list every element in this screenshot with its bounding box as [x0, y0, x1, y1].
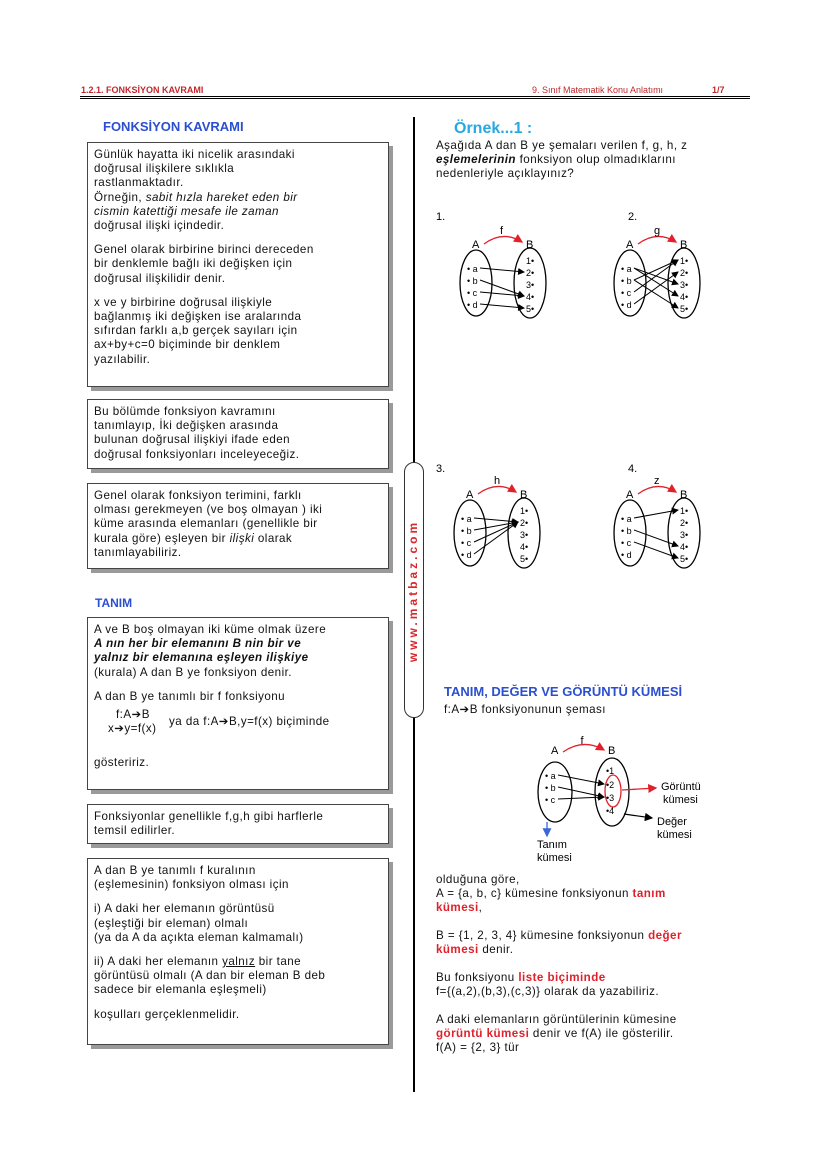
set-b-element: 3•: [680, 280, 689, 290]
text-line: bir denklemle bağlı iki değişken için: [94, 257, 293, 271]
mapping-arrow: [634, 530, 678, 546]
set-a-label: A: [626, 239, 634, 251]
notation-f2: x➔y=f(x): [108, 722, 157, 736]
goruntu-label: Görüntü: [661, 781, 701, 793]
set-b-element: 4•: [680, 292, 689, 302]
schema-a-element: • c: [545, 795, 556, 805]
set-b-element: 3•: [680, 530, 689, 540]
mapping-arrow: [634, 542, 678, 558]
set-a-element: • a: [467, 264, 478, 274]
term-goruntu: görüntü kümesi: [436, 1027, 530, 1040]
text-span: denir ve f(A) ile gösterilir.: [529, 1027, 674, 1040]
set-a-element: • b: [621, 526, 632, 536]
text-line: Aşağıda A dan B ye şemaları verilen f, g, h, z: [436, 139, 688, 152]
text-line: A dan B ye tanımlı bir f fonksiyonu: [94, 689, 286, 703]
set-b-element: 4•: [526, 292, 535, 302]
deger-label: Değer: [657, 816, 687, 828]
set-a-element: • c: [621, 288, 632, 298]
text-line: [436, 887, 776, 901]
set-b-element: 5•: [680, 554, 689, 564]
tanim-deger-title: TANIM, DEĞER VE GÖRÜNTÜ KÜMESİ: [444, 684, 683, 699]
set-a-label: A: [472, 239, 480, 251]
schema-b-element: •1: [606, 766, 615, 776]
set-a-element: • d: [621, 300, 632, 310]
text-line: Genel olarak fonksiyon terimini, farklı: [94, 489, 302, 502]
text-line: Bu bölümde fonksiyon kavramını: [94, 405, 276, 418]
set-b-element: 2•: [520, 518, 529, 528]
mapping-arrow: [474, 522, 518, 542]
set-b-element: 1•: [520, 506, 529, 516]
set-b-label: B: [680, 239, 688, 251]
set-a-element: • b: [467, 276, 478, 286]
text-line: [436, 943, 776, 957]
text-line: sadece bir elemanla eşleşmeli): [94, 983, 267, 997]
term-liste: liste biçiminde: [518, 971, 606, 984]
header-course: 9. Sınıf Matematik Konu Anlatımı: [532, 85, 664, 95]
italic-phrase: ilişki: [229, 531, 255, 545]
set-b-element: 5•: [520, 554, 529, 564]
text-span: olarak: [254, 531, 293, 545]
text-line: [436, 901, 776, 915]
goruntu-label: kümesi: [663, 794, 698, 806]
text-line: i) A daki her elemanın görüntüsü: [94, 902, 275, 916]
mapping-arrow: [474, 518, 518, 522]
tanim-label: kümesi: [537, 852, 572, 864]
set-b-element: 3•: [520, 530, 529, 540]
set-b-element: 4•: [520, 542, 529, 552]
text-line: yazılabilir.: [94, 352, 151, 366]
page-title: FONKSİYON KAVRAMI: [103, 119, 244, 134]
notation-alt: ya da f:A➔B,y=f(x) biçiminde: [169, 715, 330, 729]
diagram-number: 4.: [628, 463, 638, 475]
set-a-element: • a: [621, 264, 632, 274]
text-span: Bu fonksiyonu: [436, 971, 519, 984]
italic-phrase: sabit hızla hareket eden bir: [145, 190, 298, 204]
set-b-element: 4•: [680, 542, 689, 552]
diagram-number: 3.: [436, 463, 446, 475]
text-line: olması gerekmeyen (ve boş olmayan ) iki: [94, 503, 323, 517]
set-b-element: 2•: [526, 268, 535, 278]
text-line: tanımlayabiliriz.: [94, 545, 182, 559]
mapping-arrow: [474, 522, 518, 530]
set-a-element: • d: [621, 550, 632, 560]
schema-function-name: f: [580, 735, 584, 747]
text-line: A daki elemanların görüntülerinin kümesine: [436, 1013, 677, 1026]
set-a-element: • c: [461, 538, 472, 548]
text-line: Genel olarak birbirine birinci dereceden: [94, 243, 314, 257]
text-span: kurala göre) eşleyen bir: [94, 531, 230, 545]
text-span: bir tane: [255, 955, 302, 969]
text-line: görüntüsü olmalı (A dan bir eleman B deb: [94, 969, 326, 983]
watermark-text: www.matbaz.com: [406, 519, 420, 663]
mapping-arrow: [474, 522, 518, 554]
underlined-word: yalnız: [222, 955, 256, 969]
emphasis-line: A nın her bir elemanını B nin bir ve: [94, 637, 302, 651]
function-name: g: [654, 225, 661, 237]
text-span: fonksiyon olup olmadıklarını: [515, 153, 676, 166]
text-line: temsil edilirler.: [94, 824, 176, 838]
tanim-title: TANIM: [95, 596, 133, 610]
text-line: f(A) = {2, 3} tür: [436, 1041, 520, 1054]
schema-set-b-label: B: [608, 745, 616, 757]
text-line: A ve B boş olmayan iki küme olmak üzere: [94, 623, 327, 636]
function-arrow: [478, 486, 516, 494]
term-kumesi: kümesi: [436, 943, 479, 956]
text-line: Günlük hayatta iki nicelik arasındaki: [94, 148, 295, 161]
example-title: Örnek...1 :: [454, 120, 533, 137]
function-arrow: [638, 236, 676, 244]
text-line: sıfırdan farklı a,b gerçek sayıları için: [94, 324, 298, 338]
mapping-arrow: [634, 510, 678, 518]
set-a-element: • a: [461, 514, 472, 524]
text-span: B = {1, 2, 3, 4} kümesine fonksiyonun: [436, 929, 649, 942]
text-line: doğrusal fonksiyonları inceleyeceğiz.: [94, 447, 300, 461]
text-line: [436, 929, 776, 943]
text-line: (ya da A da açıkta eleman kalmamalı): [94, 930, 304, 944]
text-line: (kurala) A dan B ye fonksiyon denir.: [94, 665, 292, 679]
set-a-element: • a: [621, 514, 632, 524]
set-a-element: • b: [621, 276, 632, 286]
term-tanim: tanım: [632, 887, 666, 900]
text-line: f={(a,2),(b,3),(c,3)} olarak da yazabiliriz.: [436, 985, 660, 998]
set-b-label: B: [526, 239, 534, 251]
text-line: [436, 971, 776, 985]
italic-phrase: eşlemelerinin: [436, 153, 516, 166]
italic-phrase: cismin katettiği mesafe ile zaman: [94, 204, 279, 218]
function-name: z: [654, 475, 660, 487]
text-line: x ve y birbirine doğrusal ilişkiyle: [94, 295, 273, 309]
set-b-label: B: [680, 489, 688, 501]
schema-caption: f:A➔B fonksiyonunun şeması: [444, 703, 606, 716]
schema-a-element: • a: [545, 771, 556, 781]
text-line: Fonksiyonlar genellikle f,g,h gibi harflerle: [94, 810, 324, 823]
set-a-element: • d: [461, 550, 472, 560]
text-span: ,: [478, 901, 483, 914]
schema-b-element: •4: [606, 806, 615, 816]
term-deger: değer: [648, 929, 682, 942]
text-span: Örneğin,: [94, 190, 146, 204]
text-line: nedenleriyle açıklayınız?: [436, 167, 575, 180]
diagram-number: 2.: [628, 211, 638, 223]
set-b-element: 2•: [680, 268, 689, 278]
schema-b-element: •2: [606, 780, 615, 790]
text-line: küme arasında elemanları (genellikle bir: [94, 517, 318, 531]
text-line: (eşleştiği bir eleman) olmalı: [94, 916, 249, 930]
set-a-element: • d: [467, 300, 478, 310]
emphasis-line: yalnız bir elemanına eşleyen ilişkiye: [94, 651, 309, 665]
schema-b-element: •3: [606, 793, 615, 803]
tanim-label: Tanım: [537, 839, 567, 851]
text-line: koşulları gerçeklenmelidir.: [94, 1007, 240, 1021]
text-span: denir.: [478, 943, 514, 956]
set-b-element: 5•: [680, 304, 689, 314]
function-name: h: [494, 475, 501, 487]
mapping-arrow: [480, 268, 524, 272]
set-a-label: A: [626, 489, 634, 501]
set-b-label: B: [520, 489, 528, 501]
text-line: bulunan doğrusal ilişkiyi ifade eden: [94, 433, 291, 447]
mapping-arrow: [634, 260, 678, 292]
term-kumesi: kümesi: [436, 901, 479, 914]
set-b-element: 2•: [680, 518, 689, 528]
set-a-element: • c: [467, 288, 478, 298]
text-line: gösteririz.: [94, 756, 150, 770]
set-a-element: • c: [621, 538, 632, 548]
schema-a-element: • b: [545, 783, 556, 793]
text-line: rastlanmaktadır.: [94, 176, 184, 190]
mapping-arrow: [634, 280, 678, 308]
text-line: A dan B ye tanımlı f kuralının: [94, 864, 256, 877]
text-span: ii) A daki her elemanın: [94, 955, 223, 969]
set-b-element: 3•: [526, 280, 535, 290]
text-line: ax+by+c=0 biçiminde bir denklem: [94, 338, 281, 352]
function-arrow: [484, 236, 522, 244]
schema-mapping-arrow: [558, 797, 604, 799]
explanation-text: [436, 873, 776, 1055]
text-span: A = {a, b, c} kümesine fonksiyonun: [436, 887, 633, 900]
schema-set-a-label: A: [551, 745, 559, 757]
header-page-number: 1/7: [712, 85, 725, 95]
text-line: doğrusal ilişkilidir denir.: [94, 271, 226, 285]
function-arrow: [638, 486, 676, 494]
text-line: olduğuna göre,: [436, 873, 520, 886]
notation-f1: f:A➔B: [116, 708, 150, 722]
deger-label: kümesi: [657, 829, 692, 841]
text-line: bağlanmış iki değişken ise aralarında: [94, 310, 302, 324]
set-a-label: A: [466, 489, 474, 501]
text-line: tanımlayıp, İki değişken arasında: [94, 419, 279, 433]
header-section: 1.2.1. FONKSİYON KAVRAMI: [81, 85, 204, 95]
text-line: doğrusal ilişki içindedir.: [94, 219, 225, 233]
text-line: (eşlemesinin) fonksiyon olması için: [94, 878, 289, 892]
schema-mapping-arrow: [558, 787, 604, 797]
set-b-element: 5•: [526, 304, 535, 314]
set-b-element: 1•: [680, 506, 689, 516]
set-b-element: 1•: [526, 256, 535, 266]
set-b-element: 1•: [680, 256, 689, 266]
text-line: [436, 1027, 776, 1041]
goruntu-pointer: [622, 788, 656, 790]
set-a-element: • b: [461, 526, 472, 536]
text-line: doğrusal ilişkilere sıklıkla: [94, 162, 235, 176]
function-name: f: [500, 225, 504, 237]
deger-pointer: [624, 814, 652, 818]
diagram-number: 1.: [436, 211, 446, 223]
